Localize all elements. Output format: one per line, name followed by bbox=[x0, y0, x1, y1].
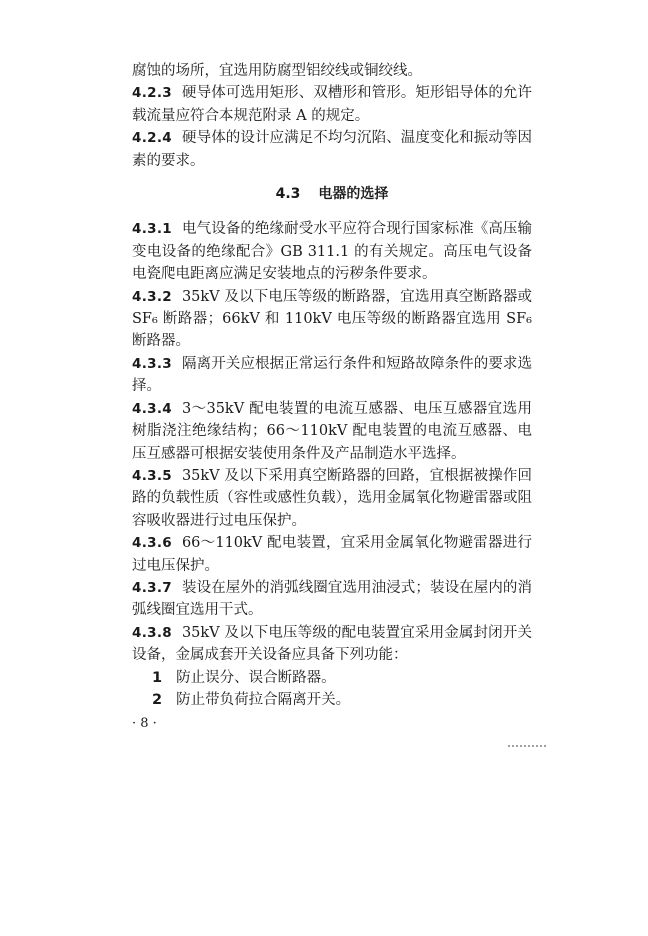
clause-number: 4.2.4 bbox=[132, 130, 172, 147]
list-item-number: 1 bbox=[152, 669, 163, 686]
clause-text: 装设在屋外的消弧线圈宜选用油浸式；装设在屋内的消弧线圈宜选用干式。 bbox=[132, 579, 532, 619]
clause-number: 4.3.7 bbox=[132, 579, 172, 596]
clause-number: 4.3.1 bbox=[132, 221, 172, 238]
list-item-text: 防止带负荷拉合隔离开关。 bbox=[176, 691, 351, 708]
clause-number: 4.3.3 bbox=[132, 355, 172, 372]
page-number: · 8 · bbox=[132, 716, 157, 732]
clause-4-3-4 bbox=[132, 398, 532, 465]
clause-text: 3～35kV 配电装置的电流互感器、电压互感器宜选用树脂浇注绝缘结构；66～110kV 配电装置的电流互感器、电压互感器可根据安装使用条件及产品制造水平选择。 bbox=[132, 400, 532, 462]
clause-number: 4.3.6 bbox=[132, 535, 172, 552]
clause-text: 硬导体的设计应满足不均匀沉陷、温度变化和振动等因素的要求。 bbox=[132, 130, 532, 169]
scan-artifact bbox=[508, 745, 548, 747]
clause-text: 35kV 及以下采用真空断路器的回路，宜根据被操作回路的负载性质（容性或感性负载），选用金属氧化物避雷器或阻容吸收器进行过电压保护。 bbox=[132, 467, 532, 529]
clause-text: 35kV 及以下电压等级的断路器，宜选用真空断路器或 SF₆ 断路器；66kV 和 110kV 电压等级的断路器宜选用 SF₆ 断路器。 bbox=[132, 288, 532, 350]
section-heading bbox=[132, 183, 532, 205]
clause-number: 4.3.4 bbox=[132, 400, 172, 417]
clause-4-3-5 bbox=[132, 465, 532, 532]
clause-number: 4.3.8 bbox=[132, 624, 172, 641]
clause-4-3-3 bbox=[132, 353, 532, 398]
list-item bbox=[132, 689, 532, 711]
clause-text: 隔离开关应根据正常运行条件和短路故障条件的要求选择。 bbox=[132, 355, 532, 395]
clause-number: 4.3.5 bbox=[132, 467, 172, 484]
paragraph-continued bbox=[132, 60, 532, 82]
section-number: 4.3 bbox=[275, 186, 301, 203]
clause-4-3-8 bbox=[132, 622, 532, 667]
list-item-text: 防止误分、误合断路器。 bbox=[176, 669, 336, 686]
clause-number: 4.2.3 bbox=[132, 85, 172, 102]
clause-text: 电气设备的绝缘耐受水平应符合现行国家标准《高压输变电设备的绝缘配合》GB 311.1 的有关规定。高压电气设备电瓷爬电距离应满足安装地点的污秽条件要求。 bbox=[132, 221, 532, 283]
clause-4-3-7 bbox=[132, 577, 532, 622]
clause-text: 35kV 及以下电压等级的配电装置宜采用金属封闭开关设备，金属成套开关设备应具备下列功能： bbox=[132, 624, 532, 664]
clause-text: 硬导体可选用矩形、双槽形和管形。矩形铝导体的允许载流量应符合本规范附录 A 的规定。 bbox=[132, 85, 532, 124]
clause-4-3-6 bbox=[132, 532, 532, 577]
section-title: 电器的选择 bbox=[318, 186, 389, 203]
clause-4-3-2 bbox=[132, 286, 532, 353]
clause-4-2-4 bbox=[132, 127, 532, 172]
clause-number: 4.3.2 bbox=[132, 288, 172, 305]
body-text bbox=[132, 60, 532, 736]
clause-text: 66～110kV 配电装置，宜采用金属氧化物避雷器进行过电压保护。 bbox=[132, 535, 532, 574]
paragraph-text: 腐蚀的场所，宜选用防腐型铝绞线或铜绞线。 bbox=[132, 63, 422, 79]
clause-4-2-3 bbox=[132, 82, 532, 127]
list-item bbox=[132, 667, 532, 689]
list-item-number: 2 bbox=[152, 691, 163, 708]
clause-4-3-1 bbox=[132, 218, 532, 285]
